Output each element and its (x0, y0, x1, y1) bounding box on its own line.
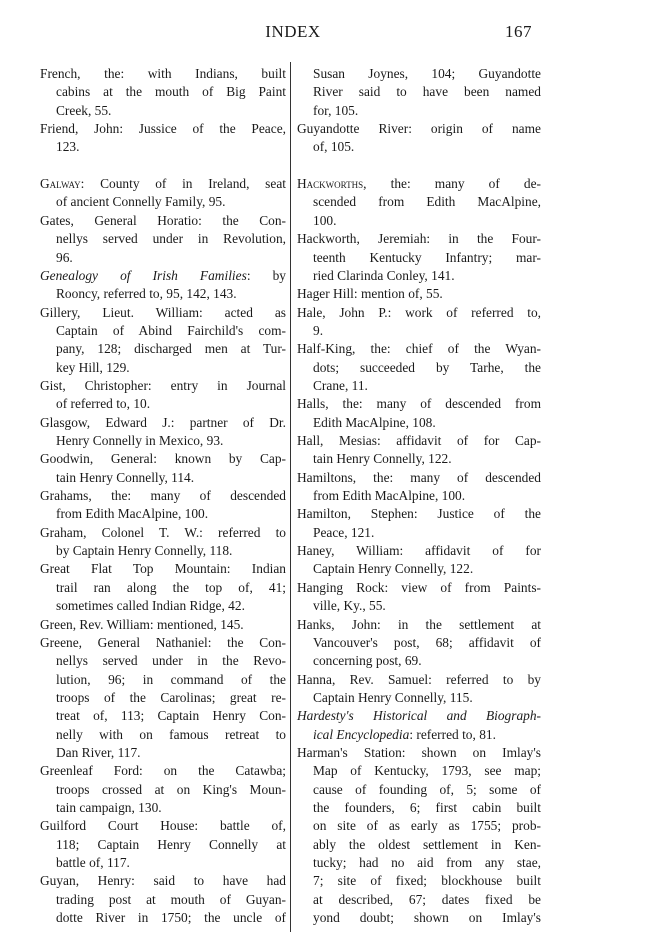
index-entry-line (297, 120, 541, 138)
index-entry-continuation-line (313, 193, 541, 211)
entry-text: Captain Henry Connelly, 115. (313, 689, 473, 705)
entry-text: Glasgow, Edward J.: partner of Dr. (40, 414, 286, 430)
page-number: 167 (505, 22, 532, 41)
index-entry-continuation-line (313, 689, 541, 707)
index-entry-line (40, 560, 286, 578)
index-entry-continuation-line (56, 193, 286, 211)
index-entry-continuation-line (313, 359, 541, 377)
index-entry-continuation-line (56, 505, 286, 523)
entry-text: sometimes called Indian Ridge, 42. (56, 598, 245, 614)
index-entry-line (40, 762, 286, 780)
index-entry-continuation-line (56, 689, 286, 707)
index-entry-continuation-line (56, 836, 286, 854)
entry-text: nellys served under in the Revo- (56, 653, 286, 669)
entry-text: concerning post, 69. (313, 653, 422, 669)
entry-text: Henry Connelly in Mexico, 93. (56, 433, 224, 448)
index-entry-continuation-line (313, 634, 541, 652)
index-entry-continuation-line (56, 83, 286, 101)
index-entry-continuation-line (56, 707, 286, 725)
entry-text: : County of in Ireland, seat (80, 176, 286, 192)
index-entry-line (297, 707, 541, 725)
entry-text: treat of, 113; Captain Henry Con- (56, 708, 286, 724)
index-entry-continuation-line (313, 249, 541, 267)
entry-text: teenth Kentucky Infantry; mar- (313, 249, 541, 265)
entry-text: 118; Captain Henry Connelly at (56, 836, 286, 852)
entry-text: Hamilton, Stephen: Justice of the (297, 506, 541, 522)
entry-text: ried Clarinda Conley, 141. (313, 267, 455, 283)
entry-text: of referred to, 10. (56, 396, 151, 412)
index-entry-continuation-line (313, 597, 541, 615)
entry-text: yond doubt; shown on Imlay's (313, 910, 541, 926)
entry-text: troops crossed at on King's Moun- (56, 781, 286, 797)
index-entry-continuation-line (313, 524, 541, 542)
entry-text: Edith MacAlpine, 108. (313, 414, 436, 430)
entry-text: Gillery, Lieut. William: acted as (40, 304, 286, 320)
index-entry-line (40, 524, 286, 542)
index-entry-continuation-line (313, 652, 541, 670)
index-entry-continuation-line (56, 891, 286, 909)
entry-text: nelly with on famous retreat to (56, 726, 286, 742)
index-entry-continuation-line (56, 432, 286, 450)
index-entry-continuation-line (313, 560, 541, 578)
index-entry-continuation-line (313, 65, 541, 83)
index-entry-line (40, 817, 286, 835)
entry-text: Hanna, Rev. Samuel: referred to by (297, 671, 541, 687)
entry-text: Guyandotte River: origin of name (297, 121, 541, 137)
entry-text: Rooncy, referred to, 95, 142, 143. (56, 286, 237, 302)
entry-text: 96. (56, 249, 73, 265)
index-entry-continuation-line (313, 322, 541, 340)
index-entry-line (40, 487, 286, 505)
index-entry-line (40, 65, 286, 83)
entry-text: River said to have been named (313, 84, 541, 100)
index-entry-continuation-line (56, 726, 286, 744)
entry-text: Goodwin, General: known by Cap- (40, 451, 286, 467)
index-entry-continuation-line (313, 102, 541, 120)
entry-text: from Edith MacAlpine, 100. (56, 506, 209, 522)
entry-heading-small-caps: Galway (40, 176, 81, 192)
index-entry-continuation-line (313, 872, 541, 890)
entry-text: Grahams, the: many of descended (40, 488, 286, 504)
index-entry-line (297, 744, 541, 762)
index-entry-continuation-line (313, 836, 541, 854)
entry-text: Hamiltons, the: many of descended (297, 469, 541, 485)
index-entry-continuation-line (56, 138, 286, 156)
index-entry-line (297, 304, 541, 322)
entry-text: Halls, the: many of descended from (297, 396, 541, 412)
entry-text: trading post at mouth of Guyan- (56, 891, 286, 907)
entry-text: by Captain Henry Connelly, 118. (56, 543, 233, 559)
index-entry-line (40, 120, 286, 138)
entry-text: Hager Hill: mention of, 55. (297, 286, 443, 302)
index-entry-continuation-line (56, 469, 286, 487)
index-entry-continuation-line (56, 249, 286, 267)
index-entry-line (297, 230, 541, 248)
index-entry-continuation-line (56, 359, 286, 377)
entry-text: scended from Edith MacAlpine, (313, 194, 541, 210)
entry-text: Guilford Court House: battle of, (40, 818, 286, 834)
entry-heading-small-caps: Hackworths (297, 176, 364, 192)
index-entry-continuation-line (313, 487, 541, 505)
entry-text: Hanging Rock: view of from Paints- (297, 579, 541, 595)
entry-text: 9. (313, 322, 324, 338)
index-entry-continuation-line (56, 102, 286, 120)
entry-text: battle of, 117. (56, 855, 130, 871)
index-entry-line (40, 377, 286, 395)
entry-text: Greene, General Nathaniel: the Con- (40, 634, 286, 650)
entry-text: : referred to, 81. (409, 726, 496, 742)
entry-text: dotte River in 1750; the uncle of (56, 910, 286, 926)
entry-text: Graham, Colonel T. W.: referred to (40, 524, 286, 540)
entry-text: tain Henry Connelly, 114. (56, 469, 195, 485)
entry-text: from Edith MacAlpine, 100. (313, 488, 466, 504)
entry-title-italic: Genealogy of Irish Families (40, 267, 247, 283)
running-head-title: INDEX (265, 22, 321, 41)
entry-title-italic: Hardesty's Historical and Biograph- (297, 708, 541, 724)
index-entry-line (297, 469, 541, 487)
index-entry-continuation-line (56, 597, 286, 615)
entry-text: 123. (56, 139, 80, 155)
entry-text: troops of the Carolinas; great re- (56, 689, 286, 705)
index-entry-line (297, 505, 541, 523)
entry-text: Gist, Christopher: entry in Journal (40, 377, 286, 393)
entry-text: Hanks, John: in the settlement at (297, 616, 541, 632)
index-entry-line (40, 634, 286, 652)
entry-text: of ancient Connelly Family, 95. (56, 194, 226, 210)
index-entry-line (297, 432, 541, 450)
index-entry-continuation-line (56, 395, 286, 413)
index-entry-continuation-line (56, 671, 286, 689)
index-entry-line (40, 267, 286, 285)
index-entry-line (297, 285, 541, 303)
entry-text: lution, 96; in command of the (56, 671, 286, 687)
index-entry-continuation-line (56, 579, 286, 597)
index-entry-line (297, 671, 541, 689)
entry-text: Green, Rev. William: mentioned, 145. (40, 616, 244, 632)
entry-text: 7; site of fixed; blockhouse built (313, 873, 541, 889)
entry-text: Guyan, Henry: said to have had (40, 873, 286, 889)
index-entry-continuation-line (313, 799, 541, 817)
index-entry-line (40, 414, 286, 432)
index-entry-line (297, 542, 541, 560)
entry-text: at described, 67; dates fixed be (313, 891, 541, 907)
entry-text: trail ran along the top of, 41; (56, 579, 286, 595)
entry-text: Crane, 11. (313, 377, 368, 393)
entry-text: Susan Joynes, 104; Guyandotte (313, 66, 541, 81)
entry-text: tucky; had no aid from any stae, (313, 855, 541, 871)
entry-text: Harman's Station: shown on Imlay's (297, 744, 541, 760)
entry-text: pany, 128; discharged men at Tur- (56, 341, 286, 357)
index-entry-line (40, 212, 286, 230)
entry-text: Great Flat Top Mountain: Indian (40, 561, 286, 577)
index-entry-line (40, 616, 286, 634)
entry-title-italic: ical Encyclopedia (313, 726, 410, 742)
entry-text: , the: many of de- (363, 176, 541, 192)
entry-text: cause of founding of, 5; some of (313, 781, 541, 797)
entry-text: Dan River, 117. (56, 744, 141, 760)
entry-text: Hackworth, Jeremiah: in the Four- (297, 231, 541, 247)
index-entry-continuation-line (56, 322, 286, 340)
index-entry-continuation-line (56, 799, 286, 817)
entry-text: Friend, John: Jussice of the Peace, (40, 121, 286, 137)
entry-text: Map of Kentucky, 1793, see map; (313, 763, 541, 779)
index-entry-line (297, 616, 541, 634)
index-entry-continuation-line (313, 450, 541, 468)
index-entry-continuation-line (313, 854, 541, 872)
entry-text: Half-King, the: chief of the Wyan- (297, 341, 541, 357)
index-entry-continuation-line (56, 909, 286, 927)
entry-text: dots; succeeded by Tarhe, the (313, 359, 541, 375)
entry-text: nellys served under in Revolution, (56, 231, 286, 247)
entry-text: on site of as early as 1755; prob- (313, 818, 541, 834)
index-entry-continuation-line (313, 377, 541, 395)
index-entry-continuation-line (313, 138, 541, 156)
index-entry-continuation-line (313, 891, 541, 909)
index-entry-continuation-line (313, 781, 541, 799)
index-entry-line (297, 175, 541, 193)
index-entry-continuation-line (56, 230, 286, 248)
entry-text: for, 105. (313, 102, 359, 118)
index-entry-continuation-line (313, 762, 541, 780)
entry-text: Gates, General Horatio: the Con- (40, 212, 286, 228)
entry-text: 100. (313, 212, 337, 228)
index-entry-continuation-line (313, 212, 541, 230)
entry-text: Vancouver's post, 68; affidavit of (313, 634, 541, 650)
entry-text: key Hill, 129. (56, 359, 130, 375)
entry-text: ville, Ky., 55. (313, 598, 386, 614)
entry-text: Hale, John P.: work of referred to, (297, 304, 541, 320)
index-entry-line (40, 175, 286, 193)
entry-text: ably the oldest settlement in Ken- (313, 836, 541, 852)
index-entry-line (297, 340, 541, 358)
index-entry-continuation-line (56, 340, 286, 358)
index-entry-continuation-line (56, 744, 286, 762)
entry-text: Hall, Mesias: affidavit of for Cap- (297, 433, 541, 448)
index-entry-continuation-line (313, 83, 541, 101)
entry-text: : by (246, 267, 286, 283)
index-entry-continuation-line (56, 542, 286, 560)
index-entry-line (297, 579, 541, 597)
index-entry-continuation-line (56, 781, 286, 799)
index-entry-continuation-line (313, 414, 541, 432)
entry-text: tain campaign, 130. (56, 800, 162, 815)
entry-text: Haney, William: affidavit of for (297, 543, 541, 559)
index-entry-line (40, 304, 286, 322)
entry-text: Peace, 121. (313, 524, 375, 540)
entry-text: tain Henry Connelly, 122. (313, 451, 452, 467)
entry-text: Captain Henry Connelly, 122. (313, 561, 474, 577)
entry-text: French, the: with Indians, built (40, 66, 286, 81)
entry-text: the founders, 6; first cabin built (313, 800, 541, 815)
entry-text: Greenleaf Ford: on the Catawba; (40, 763, 286, 779)
index-entry-continuation-line (313, 267, 541, 285)
entry-text: Captain of Abind Fairchild's com- (56, 322, 286, 338)
entry-text: cabins at the mouth of Big Paint (56, 84, 286, 100)
index-entry-continuation-line (56, 652, 286, 670)
entry-text: Creek, 55. (56, 102, 112, 118)
index-entry-line (297, 395, 541, 413)
index-entry-line (40, 450, 286, 468)
index-entry-continuation-line (56, 854, 286, 872)
index-entry-continuation-line (313, 817, 541, 835)
index-entry-continuation-line (56, 285, 286, 303)
index-entry-continuation-line (313, 909, 541, 927)
entry-text: of, 105. (313, 139, 355, 155)
index-entry-continuation-line (313, 726, 541, 744)
column-divider (290, 62, 291, 932)
index-entry-line (40, 872, 286, 890)
